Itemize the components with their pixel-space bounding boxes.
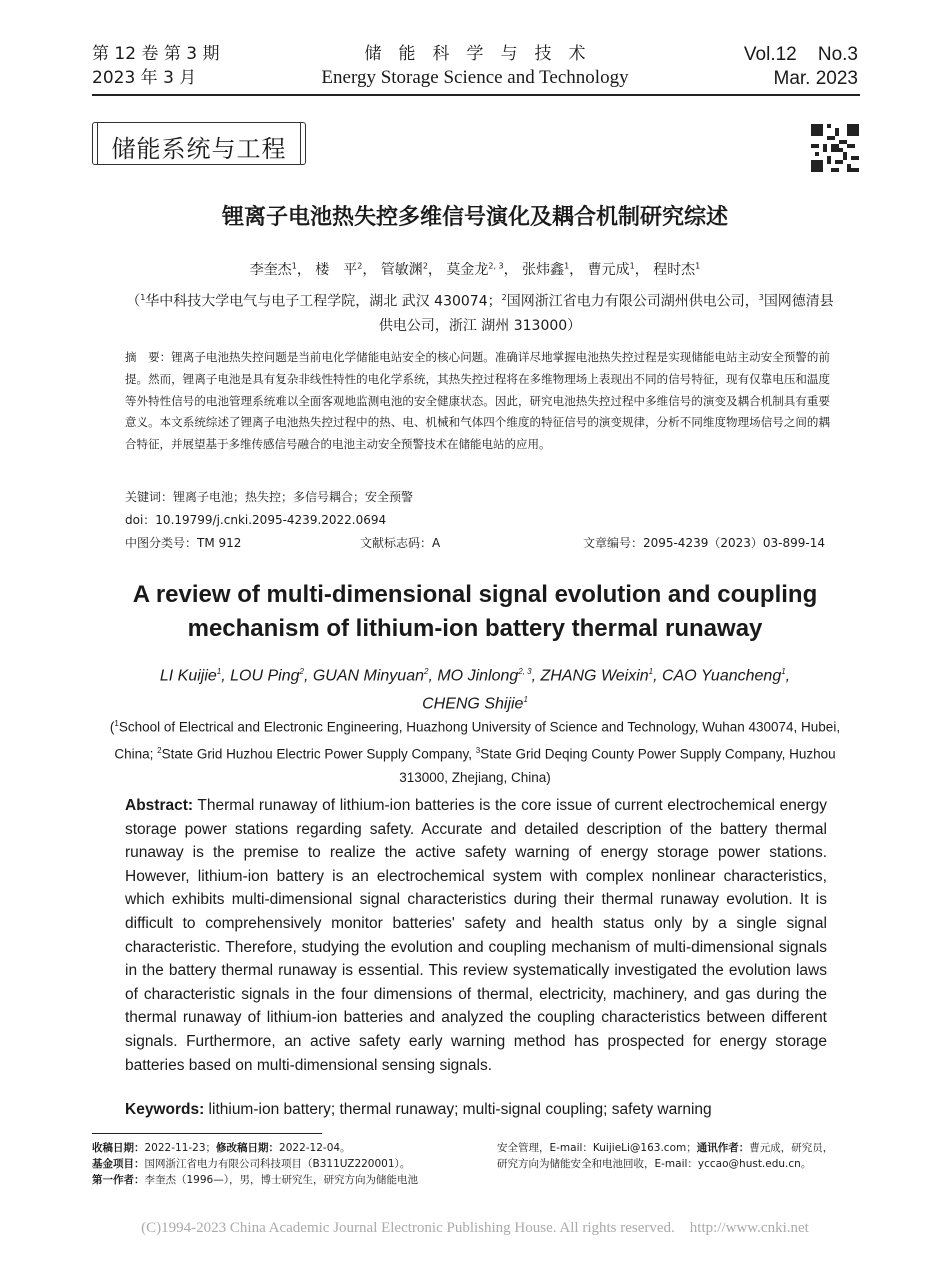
journal-title-cn: 储 能 科 学 与 技 术	[364, 44, 586, 64]
author-en: ZHANG Weixin	[540, 667, 649, 685]
journal-title-en: Energy Storage Science and Technology	[321, 67, 629, 88]
qr-code-icon	[811, 124, 859, 172]
document-code: 文献标志码：A	[360, 536, 441, 550]
clc-number: 中图分类号：TM 912	[125, 536, 242, 550]
abstract-cn	[125, 347, 830, 456]
section-label: 储能系统与工程	[111, 135, 287, 163]
abstract-en-label: Abstract:	[125, 797, 194, 814]
author-en: MO Jinlong	[437, 667, 519, 685]
abstract-cn-label: 摘 要：	[125, 350, 172, 364]
copyright-line: (C)1994-2023 China Academic Journal Electronic Publishing House. All rights reserved. http://www.cnki.net	[141, 1220, 809, 1236]
author-cn: 管敏渊	[380, 262, 423, 278]
issue-cn: 第 12 卷 第 3 期	[92, 44, 220, 64]
author-en: CAO Yuancheng	[662, 667, 782, 685]
title-en: A review of multi-dimensional signal evolution and coupling mechanism of lithium-ion battery thermal runaway	[132, 581, 818, 642]
affiliations-en: ($^1$School of Electrical and Electronic Engineering, Huazhong University of Science and Technology, Wuhan 430074, Hubei, China; $^2$State Grid Huzhou Electric Power Supply Company, $^3$State Grid Deqing County Power Supply Company, Huzhou 313000, Zhejiang, China)	[109, 719, 841, 785]
footnotes-right: 安全管理，E-mail：KuijieLi@163.com；通讯作者：曹元成，研究员， 研究方向为储能安全和电池回收，E-mail：yccao@hust.edu.cn。	[497, 1142, 834, 1170]
authors-cn: 李奎杰$^1$， 楼 平$^2$， 管敏渊$^2$， 莫金龙$^{2, 3}$， 张炜鑫$^1$， 曹元成$^1$， 程时杰$^1$	[249, 261, 701, 278]
author-en: CHENG Shijie	[422, 695, 524, 713]
fund: 基金项目：国网浙江省电力有限公司科技项目（B311UZ220001）。	[92, 1158, 411, 1170]
author-cn: 莫金龙	[446, 262, 489, 278]
keywords-en: Keywords: lithium-ion battery; thermal runaway; multi-signal coupling; safety warning	[125, 1101, 712, 1118]
author-cn: 楼 平	[315, 262, 358, 278]
first-author: 第一作者：李奎杰（1996—），男，博士研究生，研究方向为储能电池	[92, 1174, 418, 1186]
date-en: Mar. 2023	[773, 68, 858, 89]
author-cn: 程时杰	[653, 262, 696, 278]
author-cn: 张炜鑫	[522, 262, 565, 278]
received-date: 收稿日期：2022-11-23；修改稿日期：2022-12-04。	[92, 1142, 351, 1154]
abstract-cn-text: 锂离子电池热失控问题是当前电化学储能电站安全的核心问题。准确详尽地掌握电池热失控过程是实现储能电站主动安全预警的前提。然而，锂离子电池是具有复杂非线性特性的电化学系统，其热失控过程将在多维物理场上表现出不同的信号特征，现有仅靠电压和温度等外特性信号的电池管理系统难以全面客观地监测电池的安全健康状态。因此，研究电池热失控过程中多维信号的演变及耦合机制具有重要意义。本文系统综述了锂离子电池热失控过程中的热、电、机械和气体四个维度的特征信号的演变规律，分析不同维度物理场信号之间的耦合特征，并展望基于多维传感信号融合的电池主动安全预警技术在储能电站的应用。	[125, 350, 830, 452]
footnotes-left	[92, 1140, 482, 1188]
abstract-en-text: Thermal runaway of lithium-ion batteries is the core issue of current electrochemical energy storage power stations regarding safety. Accurate and detailed description of the battery thermal runaway is the premise to realize the active safety warning of energy storage power stations. However, lithium-ion battery is an electrochemical system with complex nonlinear characteristics, which exhibits multi-dimensional signal characteristics during their thermal runaway evolution. It is difficult to comprehensively monitor batteries' safety and health status only by a single signal characteristic. Therefore, studying the evolution and coupling mechanism of multi-dimensional signals in the battery thermal runaway is essential. This review systematically investigated the evolution laws of characteristic signals in the four dimensions of thermal, electricity, machinery, and gas during the thermal runaway of lithium-ion batteries and analyzed the coupling characteristics between different signals. Furthermore, an active safety early warning method has prospected for energy storage batteries based on multi-dimensional sensing signals.	[125, 797, 827, 1074]
author-en: LOU Ping	[230, 667, 300, 685]
article-number: 文章编号：2095-4239（2023）03-899-14	[582, 536, 825, 550]
affiliations-cn: （$^1$华中科技大学电气与电子工程学院，湖北 武汉 430074；$^2$国网浙江省电力有限公司湖州供电公司，$^3$国网德清县供电公司，浙江 湖州 313000）	[126, 293, 834, 334]
authors-en: LI Kuijie$^1$, LOU Ping$^2$, GUAN Minyuan$^2$, MO Jinlong$^{2, 3}$, ZHANG Weixin$^1$, CAO Yuancheng$^1$, CHENG Shijie$^1$	[159, 667, 791, 713]
author-en: LI Kuijie	[159, 667, 217, 685]
date-cn: 2023 年 3 月	[92, 68, 197, 88]
title-cn: 锂离子电池热失控多维信号演化及耦合机制研究综述	[221, 205, 728, 230]
footnote-rule	[92, 1133, 322, 1134]
abstract-en	[125, 794, 827, 1077]
author-en: GUAN Minyuan	[312, 667, 424, 685]
author-cn: 李奎杰	[249, 262, 292, 278]
section-label-box	[92, 122, 306, 165]
keywords-cn: 关键词：锂离子电池；热失控；多信号耦合；安全预警	[125, 490, 414, 504]
volume-en: Vol.12 No.3	[743, 44, 858, 65]
doi: doi：10.19799/j.cnki.2095-4239.2022.0694	[125, 513, 387, 527]
author-cn: 曹元成	[587, 262, 630, 278]
header-rule	[92, 94, 860, 96]
